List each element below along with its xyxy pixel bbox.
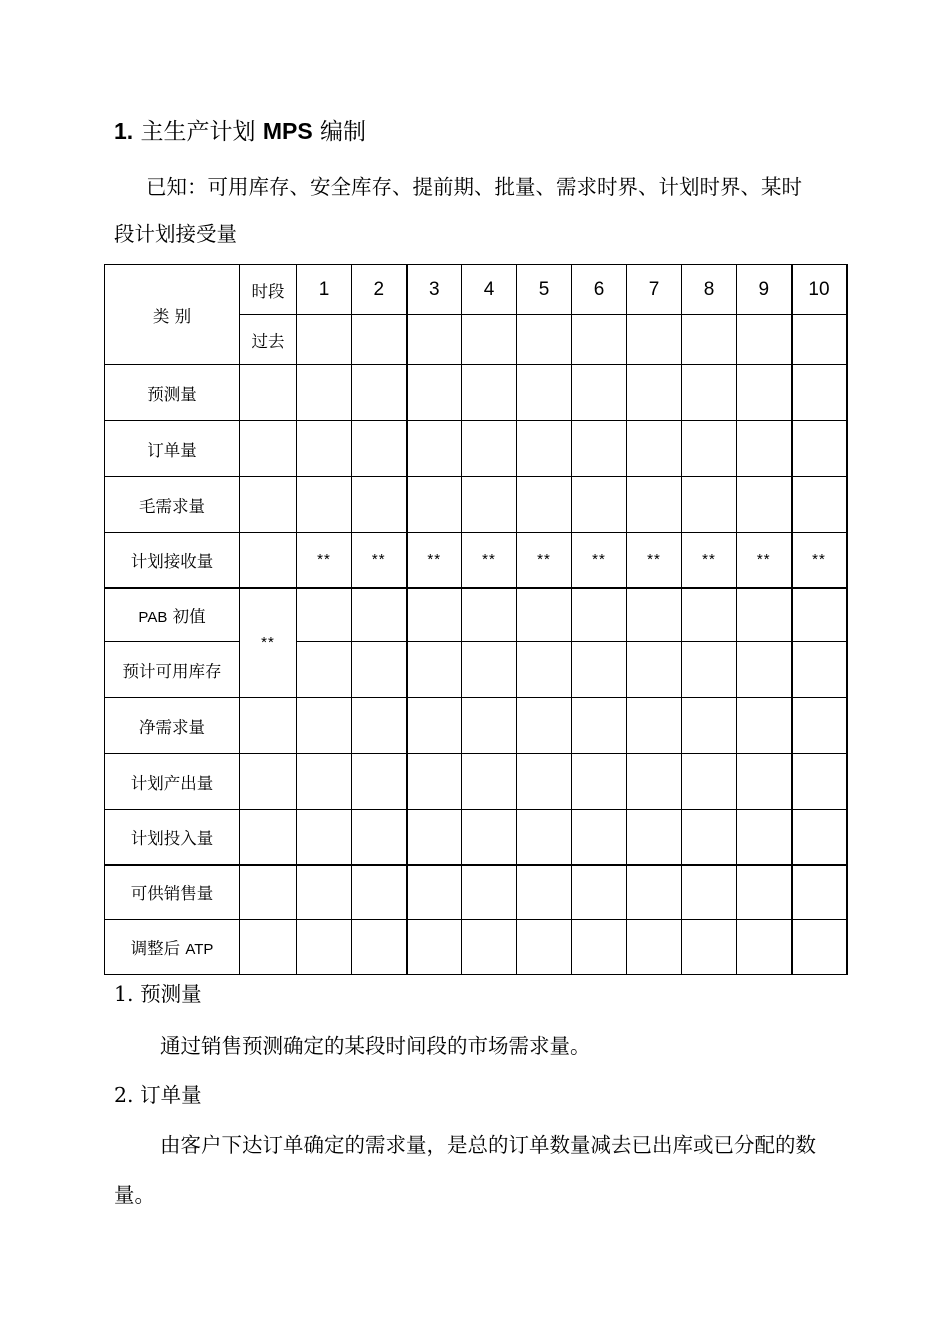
mark-cell: ** [462, 533, 517, 588]
table-cell [462, 421, 517, 477]
row-label-text: 初值 [172, 606, 206, 626]
period-cell: 1 [297, 265, 352, 315]
table-cell [792, 865, 847, 920]
table-cell [240, 421, 297, 477]
table-row [105, 588, 847, 642]
row-label [105, 588, 240, 642]
table-cell [517, 588, 572, 642]
table-cell [297, 642, 352, 698]
table-cell [462, 365, 517, 421]
table-cell [792, 477, 847, 533]
mark-cell: ** [517, 533, 572, 588]
row-label-prefix: PAB [138, 608, 168, 626]
table-cell [627, 315, 682, 365]
table-row [105, 810, 847, 865]
row-label-suffix: ATP [185, 941, 214, 958]
table-cell [572, 588, 627, 642]
table-cell [407, 698, 462, 754]
mark-cell: ** [352, 533, 407, 588]
row-label: 毛需求量 [105, 477, 240, 533]
table-cell [352, 315, 407, 365]
row-label: 计划产出量 [105, 754, 240, 810]
table-cell [407, 920, 462, 975]
table-cell [517, 315, 572, 365]
period-cell: 4 [462, 265, 517, 315]
table-header-row [105, 265, 847, 315]
table-cell [462, 698, 517, 754]
table-cell [352, 365, 407, 421]
period-cell: 10 [792, 265, 847, 315]
table-cell [627, 642, 682, 698]
table-cell [627, 698, 682, 754]
table-cell [572, 810, 627, 865]
table-cell [627, 588, 682, 642]
table-cell [240, 698, 297, 754]
mark-cell: ** [297, 533, 352, 588]
table-cell [572, 754, 627, 810]
category-header: 类 别 [105, 265, 240, 365]
table-row [105, 920, 847, 975]
table-cell [792, 920, 847, 975]
section-heading [114, 114, 366, 149]
table-cell [682, 642, 737, 698]
table-cell [737, 421, 792, 477]
definition-text: 由客户下达订单确定的需求量，是总的订单数量减去已出库或已分配的数 [160, 1133, 816, 1157]
period-cell: 2 [352, 265, 407, 315]
table-cell [627, 365, 682, 421]
table-cell [517, 920, 572, 975]
table-cell [407, 642, 462, 698]
table-cell [792, 588, 847, 642]
table-cell [572, 421, 627, 477]
table-cell [297, 315, 352, 365]
table-cell [297, 477, 352, 533]
table-row [105, 477, 847, 533]
table-cell [297, 865, 352, 920]
table-cell [352, 754, 407, 810]
mark-cell: ** [737, 533, 792, 588]
table-cell [517, 865, 572, 920]
row-label: 预计可用库存 [105, 642, 240, 698]
definition-text: 通过销售预测确定的某段时间段的市场需求量。 [160, 1034, 591, 1058]
table-cell [572, 315, 627, 365]
row-label: 预测量 [105, 365, 240, 421]
period-cell: 5 [517, 265, 572, 315]
table-row [105, 365, 847, 421]
table-row [105, 698, 847, 754]
table-cell [297, 920, 352, 975]
table-cell [407, 588, 462, 642]
table-cell [682, 865, 737, 920]
table-cell [682, 588, 737, 642]
table-cell [297, 810, 352, 865]
table-cell [792, 365, 847, 421]
table-cell [240, 865, 297, 920]
table-row [105, 642, 847, 698]
table-cell [297, 421, 352, 477]
table-cell [737, 642, 792, 698]
table-cell [352, 588, 407, 642]
table-cell [682, 477, 737, 533]
table-cell [407, 315, 462, 365]
period-cell: 8 [682, 265, 737, 315]
table-cell [737, 920, 792, 975]
mark-cell: ** [572, 533, 627, 588]
table-row [105, 754, 847, 810]
table-cell [297, 698, 352, 754]
table-cell [462, 642, 517, 698]
row-label: 订单量 [105, 421, 240, 477]
table-cell [517, 810, 572, 865]
table-cell [407, 365, 462, 421]
table-cell [352, 642, 407, 698]
past-header: 过去 [240, 315, 297, 365]
heading-text: 主生产计划 [140, 119, 256, 145]
table-cell [627, 477, 682, 533]
table-cell [572, 865, 627, 920]
table-cell [407, 754, 462, 810]
definition-text: 量。 [114, 1183, 155, 1207]
table-cell [627, 810, 682, 865]
table-cell [517, 365, 572, 421]
table-cell [682, 920, 737, 975]
heading-code: MPS [262, 118, 313, 144]
table-cell [240, 533, 297, 588]
table-cell [352, 477, 407, 533]
table-cell [240, 754, 297, 810]
table-cell [737, 588, 792, 642]
table-row [105, 421, 847, 477]
table-cell [682, 365, 737, 421]
table-cell [737, 698, 792, 754]
row-label [105, 920, 240, 975]
table-cell [240, 920, 297, 975]
table-cell [792, 421, 847, 477]
table-cell [297, 754, 352, 810]
table-cell [462, 315, 517, 365]
table-cell [352, 920, 407, 975]
row-label: 净需求量 [105, 698, 240, 754]
definition-title: 1. 预测量 [114, 982, 202, 1006]
table-row [105, 533, 847, 588]
period-cell: 9 [737, 265, 792, 315]
table-cell [462, 865, 517, 920]
row-label: 计划投入量 [105, 810, 240, 865]
table-cell [792, 810, 847, 865]
table-cell [792, 754, 847, 810]
table-cell [240, 810, 297, 865]
period-cell: 3 [407, 265, 462, 315]
table-cell [792, 698, 847, 754]
table-cell [407, 421, 462, 477]
table-cell [517, 477, 572, 533]
mps-table [104, 264, 848, 975]
table-cell [407, 810, 462, 865]
table-cell [627, 754, 682, 810]
table-cell [352, 865, 407, 920]
table-cell [682, 421, 737, 477]
table-cell [462, 920, 517, 975]
table-cell [627, 920, 682, 975]
table-cell [462, 588, 517, 642]
table-cell [462, 754, 517, 810]
table-cell [240, 365, 297, 421]
table-cell [737, 315, 792, 365]
table-cell [517, 698, 572, 754]
table-cell [792, 315, 847, 365]
row-label-text: 调整后 [130, 939, 181, 958]
table-cell [240, 477, 297, 533]
intro-line-1: 已知：可用库存、安全库存、提前期、批量、需求时界、计划时界、某时 [146, 175, 802, 199]
heading-text-after: 编制 [319, 119, 366, 145]
table-cell [572, 365, 627, 421]
table-cell [682, 754, 737, 810]
row-label: 计划接收量 [105, 533, 240, 588]
table-cell [517, 421, 572, 477]
table-cell [352, 421, 407, 477]
table-cell [297, 365, 352, 421]
period-cell: 7 [627, 265, 682, 315]
table-cell [627, 865, 682, 920]
table-cell [792, 642, 847, 698]
table-cell [572, 698, 627, 754]
mark-cell: ** [682, 533, 737, 588]
table-cell [462, 477, 517, 533]
table-cell [682, 315, 737, 365]
table-cell [737, 865, 792, 920]
intro-line-2: 段计划接受量 [114, 222, 237, 246]
row-label: 可供销售量 [105, 865, 240, 920]
definition-title: 2. 订单量 [114, 1083, 202, 1107]
table-cell [737, 754, 792, 810]
table-cell [352, 810, 407, 865]
table-cell [627, 421, 682, 477]
period-header: 时段 [240, 265, 297, 315]
mark-cell: ** [407, 533, 462, 588]
table-cell [682, 810, 737, 865]
table-cell [737, 365, 792, 421]
table-cell [517, 642, 572, 698]
table-cell [682, 698, 737, 754]
table-row [105, 865, 847, 920]
heading-number: 1. [114, 118, 134, 144]
table-cell [737, 810, 792, 865]
period-cell: 6 [572, 265, 627, 315]
table-cell [407, 865, 462, 920]
table-cell [572, 642, 627, 698]
pab-past-mark: ** [240, 588, 297, 698]
mark-cell: ** [792, 533, 847, 588]
table-cell [737, 477, 792, 533]
mark-cell: ** [627, 533, 682, 588]
table-cell [572, 920, 627, 975]
table-cell [572, 477, 627, 533]
table-cell [517, 754, 572, 810]
table-cell [462, 810, 517, 865]
table-cell [297, 588, 352, 642]
table-cell [407, 477, 462, 533]
table-cell [352, 698, 407, 754]
